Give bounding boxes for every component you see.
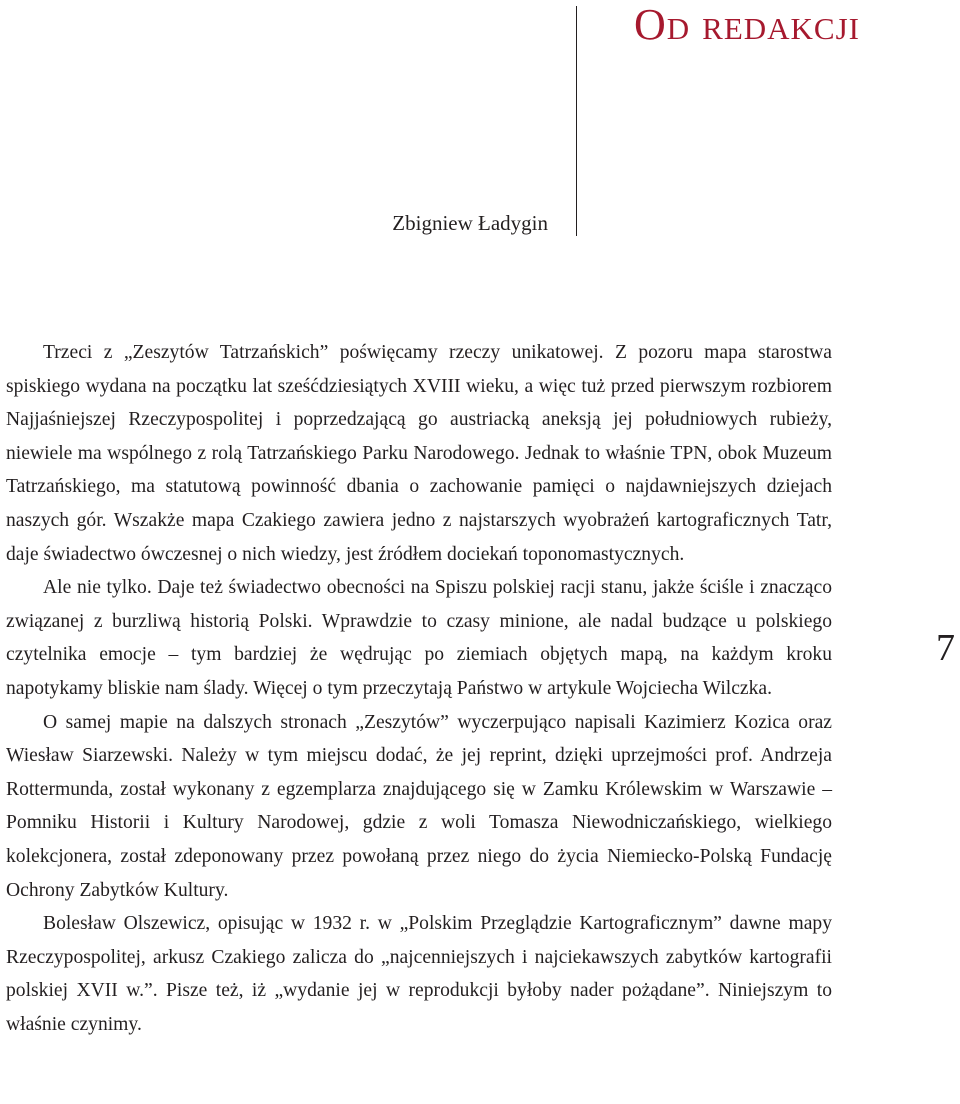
page-title: Od redakcji	[633, 0, 860, 49]
author-name: Zbigniew Ładygin	[392, 211, 548, 235]
paragraph: Bolesław Olszewicz, opisując w 1932 r. w „Polskim Przeglądzie Kartograficznym” dawne mapy Rzeczypospolitej, arkusz Czakiego zalicza do „najcenniejszych i najciekawszych zabytków kartografii polskiej XVII w.”. Pisze też, iż „wydanie jej w reprodukcji byłoby nader pożądane”. Niniejszym to właśnie czynimy.	[6, 913, 832, 1035]
paragraph: Ale nie tylko. Daje też świadectwo obecności na Spiszu polskiej racji stanu, jakże ściśle i znacząco związanej z burzliwą historią Polski. Wprawdzie to czasy minione, ale nadal budzące u polskiego czytelnika emocje – tym bardziej że wędrując po ziemiach objętych mapą, na każdym kroku napotykamy bliskie nam ślady. Więcej o tym przeczytają Państwo w artykule Wojciecha Wilczka.	[6, 577, 832, 699]
vertical-divider	[576, 6, 577, 236]
body-text	[6, 336, 832, 1041]
paragraph: Trzeci z „Zeszytów Tatrzańskich” poświęcamy rzeczy unikatowej. Z pozoru mapa starostwa spiskiego wydana na początku lat sześćdziesiątych XVIII wieku, a więc tuż przed pierwszym rozbiorem Najjaśniejszej Rzeczypospolitej i poprzedzającą go austriacką aneksją jej południowych rubieży, niewiele ma wspólnego z rolą Tatrzańskiego Parku Narodowego. Jednak to właśnie TPN, obok Muzeum Tatrzańskiego, ma statutową powinność dbania o zachowanie pamięci o najdawniejszych dziejach naszych gór. Wszakże mapa Czakiego zawiera jedno z najstarszych wyobrażeń kartograficznych Tatr, daje świadectwo ówczesnej o nich wiedzy, jest źródłem dociekań toponomastycznych.	[6, 342, 832, 565]
paragraph: O samej mapie na dalszych stronach „Zeszytów” wyczerpująco napisali Kazimierz Kozica oraz Wiesław Siarzewski. Należy w tym miejscu dodać, że jej reprint, dzięki uprzejmości prof. Andrzeja Rottermunda, został wykonany z egzemplarza znajdującego się w Zamku Królewskim w Warszawie – Pomniku Historii i Kultury Narodowej, gdzie z woli Tomasza Niewodniczańskiego, wielkiego kolekcjonera, został zdeponowany przez powołaną przez niego do życia Niemiecko-Polską Fundację Ochrony Zabytków Kultury.	[6, 711, 832, 901]
page-number: 7	[936, 627, 955, 669]
